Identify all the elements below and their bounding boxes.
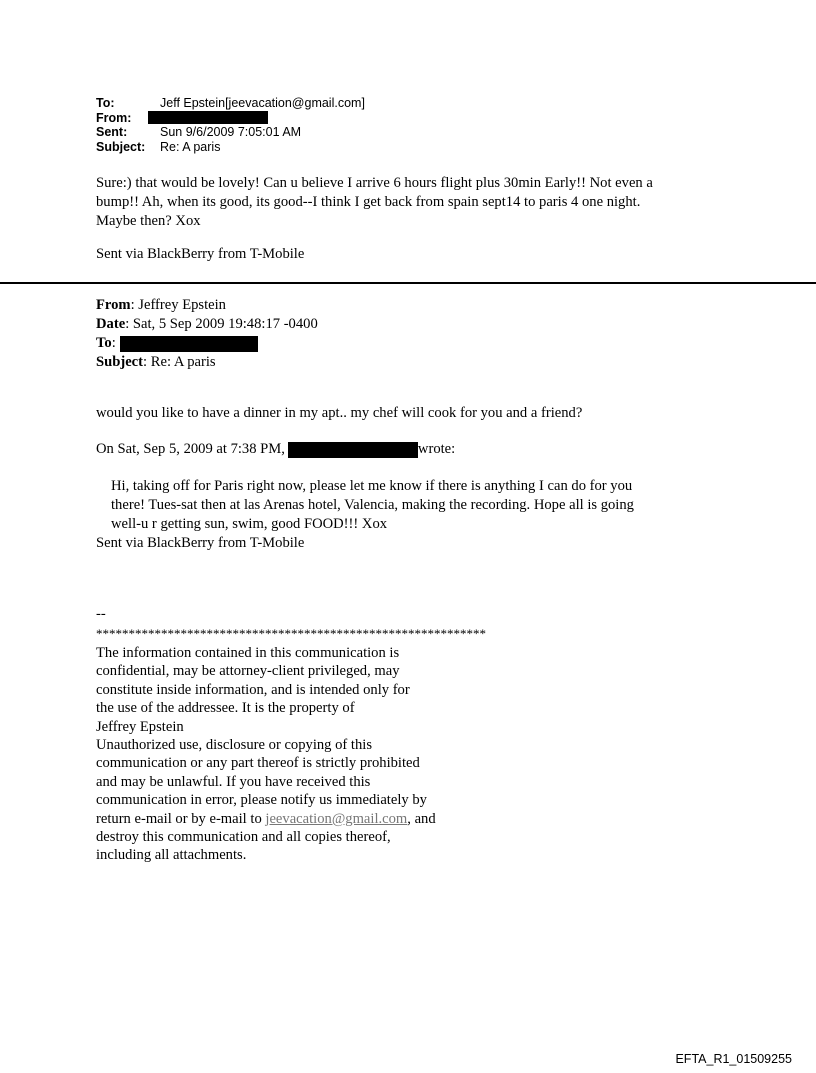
subject-label: Subject: [96,139,146,154]
fwd-subject-value: : Re: A paris [143,354,216,370]
divider-line [0,282,816,284]
from-label: From: [96,110,132,125]
disclaimer-line: Unauthorized use, disclosure or copying of this [96,737,373,754]
quote-line: well-u r getting sun, swim, good FOOD!!! Xox [111,516,388,532]
reply-line: Sure:) that would be lovely! Can u believe I arrive 6 hours flight plus 30min Early!! Not even a [96,175,653,191]
email-link[interactable]: jeevacation@gmail.com [265,810,408,827]
quote-line: there! Tues-sat then at las Arenas hotel, Valencia, making the recording. Hope all is going [111,497,634,513]
forwarded-header [96,296,318,372]
fwd-from-label: From [96,297,131,313]
quoted-message [111,477,634,534]
header-from-row [96,111,365,126]
disclaimer-line: communication in error, please notify us immediately by [96,792,427,809]
fwd-from-row [96,296,318,315]
disclaimer-line: communication or any part thereof is strictly prohibited [96,755,420,772]
header-subject-row [96,140,365,155]
disclaimer-line: Jeffrey Epstein [96,718,184,735]
disclaimer-text [96,644,436,865]
quote-intro-text: On Sat, Sep 5, 2009 at 7:38 PM, [96,441,285,457]
body-message: would you like to have a dinner in my apt.. my chef will cook for you and a friend? [96,405,583,421]
disclaimer-line: the use of the addressee. It is the property of [96,700,355,717]
disclaimer-line: The information contained in this communication is [96,645,400,661]
fwd-to-label: To [96,335,112,351]
return-text: return e-mail or by e-mail to [96,810,266,827]
return-text-end: , and [407,810,436,827]
header-sent-row [96,125,365,140]
fwd-date-value: : Sat, 5 Sep 2009 19:48:17 -0400 [125,316,318,332]
from-redaction [148,111,268,124]
fwd-to-redaction [120,336,258,352]
document-id: EFTA_R1_01509255 [675,1052,792,1066]
quote-line: Hi, taking off for Paris right now, please let me know if there is anything I can do for you [111,478,633,494]
fwd-date-label: Date [96,316,126,332]
to-value: Jeff Epstein[jeevacation@gmail.com] [160,96,365,110]
fwd-subject-label: Subject [96,354,144,370]
fwd-date-row [96,315,318,334]
quote-intro [96,440,455,459]
sent-label: Sent: [96,125,128,139]
fwd-to-value: : [111,335,116,351]
email-header [96,96,365,154]
disclaimer-dashes: -- [96,606,106,622]
reply-message [96,174,653,231]
disclaimer-line: and may be unlawful. If you have received this [96,773,371,790]
fwd-to-row [96,334,318,353]
disclaimer-line: constitute inside information, and is intended only for [96,681,410,698]
sent-value: Sun 9/6/2009 7:05:01 AM [160,125,302,139]
disclaimer-line: confidential, may be attorney-client privileged, may [96,663,400,680]
quote-signature: Sent via BlackBerry from T-Mobile [96,535,305,551]
reply-line: bump!! Ah, when its good, its good--I think I get back from spain sept14 to paris 4 one night. [96,194,641,210]
fwd-from-value: : Jeffrey Epstein [130,297,226,313]
to-label: To: [96,96,115,110]
subject-value: Re: A paris [160,139,221,154]
quote-intro-wrote: wrote: [417,441,456,457]
disclaimer-line: including all attachments. [96,847,247,864]
disclaimer-line: destroy this communication and all copies thereof, [96,829,391,846]
header-to-row [96,96,365,111]
quote-sender-redaction [288,442,418,458]
reply-signature: Sent via BlackBerry from T-Mobile [96,246,305,262]
reply-line: Maybe then? Xox [96,213,201,229]
fwd-subject-row [96,353,318,372]
disclaimer-stars: ************************************************************ [96,626,486,641]
disclaimer-return-line [96,810,436,828]
